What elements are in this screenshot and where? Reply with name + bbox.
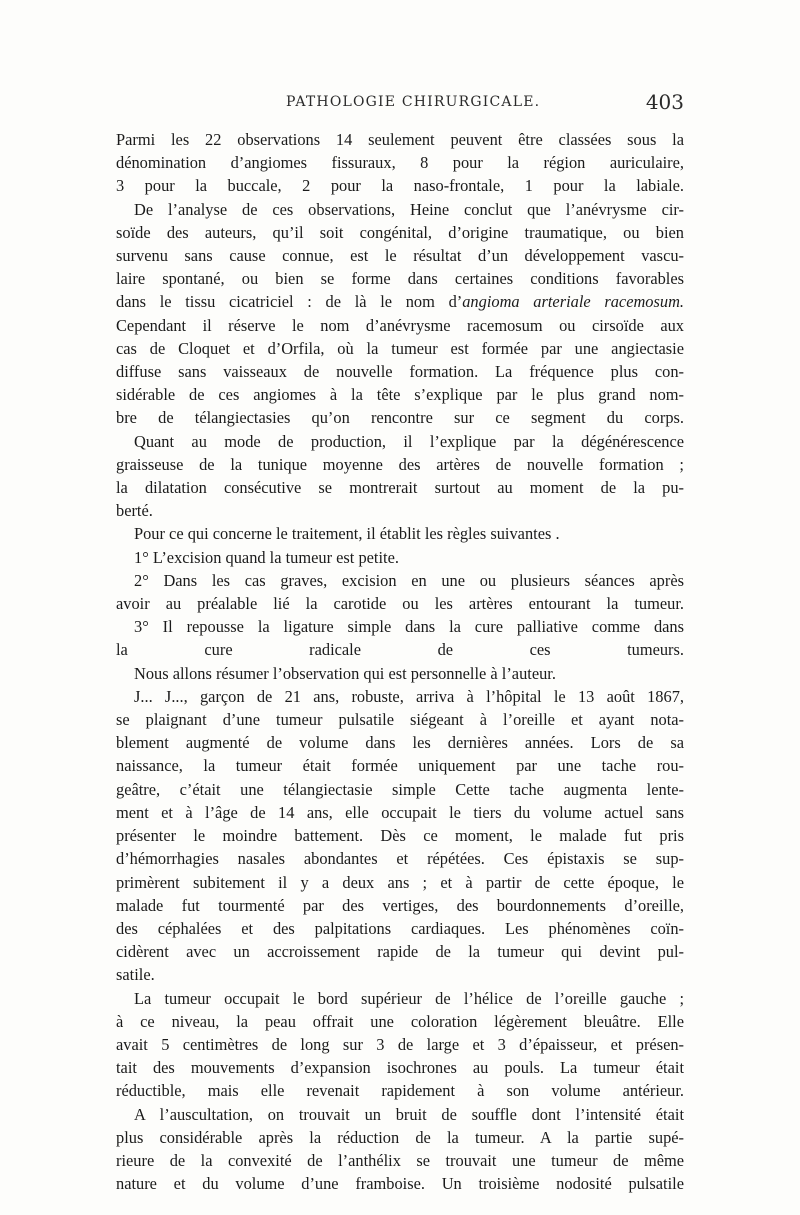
paragraph — [116, 546, 684, 569]
text-line: Quant au mode de production, il l’explique par la dégénérescence — [134, 431, 684, 451]
text-line: 1° L’excision quand la tumeur est petite. — [134, 547, 399, 567]
text-line: berté. — [116, 501, 153, 521]
text-line: bre de télangiectasies qu’on rencontre sur ce segment du corps. — [116, 408, 684, 428]
text-line: avoir au préalable lié la carotide ou les artères entourant la tumeur. — [116, 594, 684, 614]
paragraph — [116, 198, 684, 430]
text-line: graisseuse de la tunique moyenne des artères de nouvelle formation ; — [116, 454, 684, 474]
paragraph — [116, 569, 684, 615]
text-line: tait des mouvements d’expansion isochrones au pouls. La tumeur était — [116, 1058, 684, 1078]
text-line: la dilatation consécutive se montrerait surtout au moment de la pu- — [116, 478, 684, 498]
text-line: 2° Dans les cas graves, excision en une ou plusieurs séances après — [134, 570, 684, 590]
text-line: plus considérable après la réduction de la tumeur. A la partie supé- — [116, 1127, 684, 1147]
text-line: Parmi les 22 observations 14 seulement peuvent être classées sous la — [116, 130, 684, 149]
text-line: cidèrent avec un accroissement rapide de la tumeur qui devint pul- — [116, 942, 684, 962]
paragraph — [116, 987, 684, 1103]
text-line: blement augmenté de volume dans les dernières années. Lors de sa — [116, 733, 684, 753]
text-line: sidérable de ces angiomes à la tête s’explique par le plus grand nom- — [116, 385, 684, 405]
text-line: Cependant il réserve le nom d’anévrysme racemosum ou cirsoïde aux — [116, 315, 684, 335]
text-line: nature et du volume d’une framboise. Un troisième nodosité pulsatile — [116, 1174, 684, 1194]
paragraph — [116, 522, 684, 545]
text-line: De l’analyse de ces observations, Heine conclut que l’anévrysme cir- — [134, 199, 684, 219]
text-line: la cure radicale de ces tumeurs. — [116, 640, 684, 660]
text-line: A l’auscultation, on trouvait un bruit de souffle dont l’intensité était — [134, 1104, 684, 1124]
text-line: diffuse sans vaisseaux de nouvelle formation. La fréquence plus con- — [116, 362, 684, 382]
paragraph — [116, 615, 684, 661]
body-text — [116, 128, 684, 1195]
text-line: cas de Cloquet et d’Orfila, où la tumeur est formée par une angiectasie — [116, 338, 684, 358]
text-line: laire spontané, ou bien se forme dans certaines conditions favorables — [116, 269, 684, 289]
text-line: se plaignant d’une tumeur pulsatile siégeant à l’oreille et ayant nota- — [116, 710, 684, 730]
text-line: avait 5 centimètres de long sur 3 de large et 3 d’épaisseur, et présen- — [116, 1034, 684, 1054]
page-number: 403 — [645, 90, 684, 114]
text-line — [116, 290, 684, 313]
text-line: dénomination d’angiomes fissuraux, 8 pour la région auriculaire, — [116, 153, 684, 173]
page-header — [116, 92, 684, 116]
text-line: geâtre, c’était une télangiectasie simple Cette tache augmenta lente- — [116, 779, 684, 799]
text-line: Pour ce qui concerne le traitement, il établit les règles suivantes . — [134, 524, 560, 544]
text-line: 3 pour la buccale, 2 pour la naso-frontale, 1 pour la labiale. — [116, 176, 684, 196]
text-fragment: dans le tissu cicatriciel : de là le nom d’ — [116, 292, 463, 312]
text-line: réductible, mais elle revenait rapidement à son volume antérieur. — [116, 1081, 684, 1101]
text-line: naissance, la tumeur était formée uniquement par une tache rou- — [116, 756, 684, 776]
latin-term: angioma arteriale racemosum. — [462, 292, 685, 312]
text-line: satile. — [116, 965, 155, 985]
text-line: 3° Il repousse la ligature simple dans la cure palliative comme dans — [134, 617, 684, 637]
text-line: primèrent subitement il y a deux ans ; et à partir de cette époque, le — [116, 872, 684, 892]
paragraph — [116, 128, 684, 198]
text-line: survenu sans cause connue, est le résultat d’un développement vascu- — [116, 246, 684, 266]
paragraph — [116, 662, 684, 685]
text-line: des céphalées et des palpitations cardiaques. Les phénomènes coïn- — [116, 918, 684, 938]
text-line: J... J..., garçon de 21 ans, robuste, arriva à l’hôpital le 13 août 1867, — [134, 686, 684, 706]
text-line: malade fut tourmenté par des vertiges, des bourdonnements d’oreille, — [116, 895, 684, 915]
text-line: ment et à l’âge de 14 ans, elle occupait le tiers du volume actuel sans — [116, 802, 684, 822]
paragraph — [116, 685, 684, 987]
text-line: Nous allons résumer l’observation qui est personnelle à l’auteur. — [134, 663, 556, 683]
text-line: soïde des auteurs, qu’il soit congénital, d’origine traumatique, ou bien — [116, 222, 684, 242]
text-line: à ce niveau, la peau offrait une coloration légèrement bleuâtre. Elle — [116, 1011, 684, 1031]
paragraph — [116, 430, 684, 523]
text-line: La tumeur occupait le bord supérieur de l’hélice de l’oreille gauche ; — [134, 988, 684, 1008]
paragraph — [116, 1103, 684, 1196]
text-line: rieure de la convexité de l’anthélix se trouvait une tumeur de même — [116, 1150, 684, 1170]
text-line: d’hémorrhagies nasales abondantes et répétées. Ces épistaxis se sup- — [116, 849, 684, 869]
running-head: PATHOLOGIE CHIRURGICALE. — [286, 94, 541, 110]
text-line: présenter le moindre battement. Dès ce moment, le malade fut pris — [116, 826, 684, 846]
